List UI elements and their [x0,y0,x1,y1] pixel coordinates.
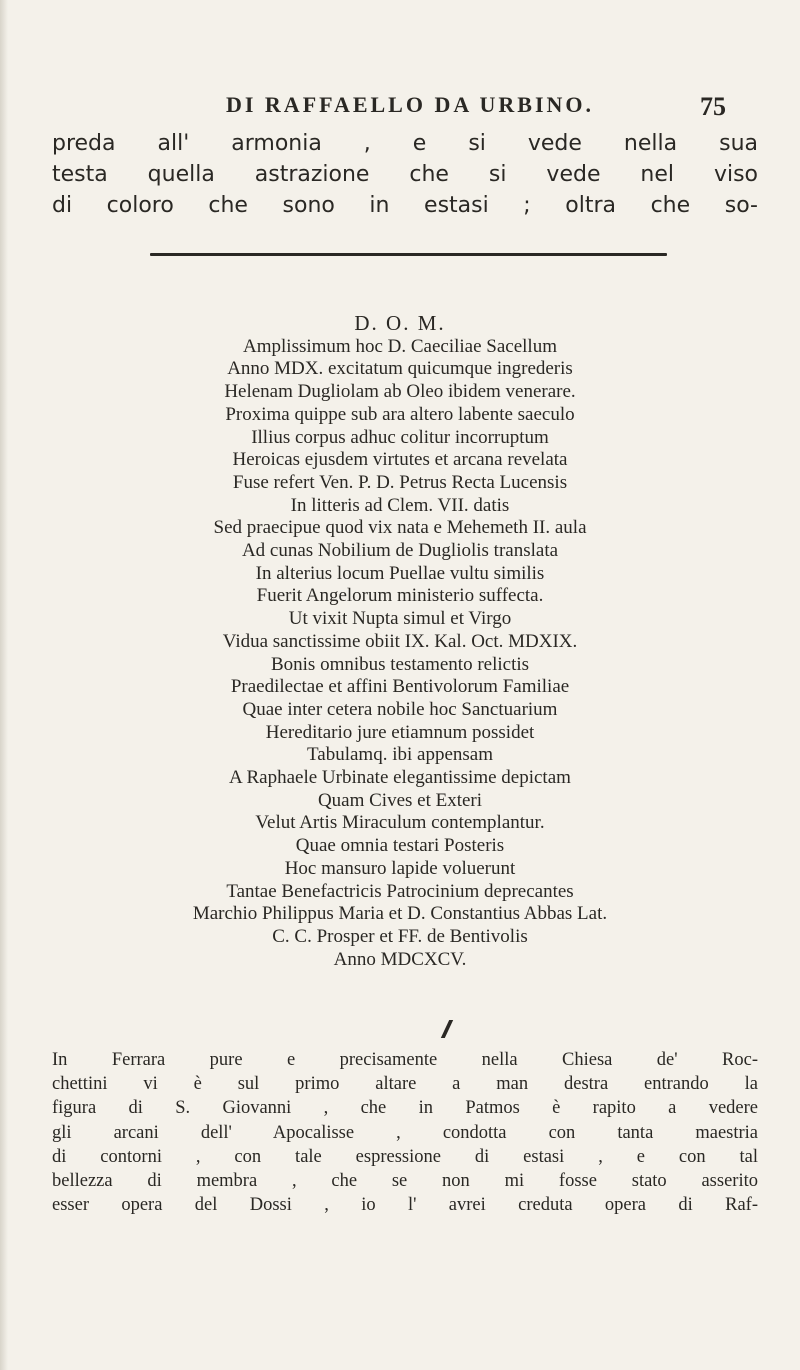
text-line: gli arcani dell' Apocalisse , condotta con tanta maestria [52,1122,758,1143]
text-line: di contorni , con tale espressione di estasi , e con tal [52,1146,758,1167]
epigraph-line: Helenam Dugliolam ab Oleo ibidem venerare. [224,381,576,403]
epigraph-line: In litteris ad Clem. VII. datis [290,494,510,516]
epigraph-line: Hoc mansuro lapide voluerunt [284,857,516,879]
page-number: 75 [700,92,726,121]
epigraph-line: C. C. Prosper et FF. de Bentivolis [272,925,528,947]
epigraph-line: Tabulamq. ibi appensam [307,744,493,766]
text-line: testa quella astrazione che si vede nel viso [52,162,758,187]
text-line: bellezza di membra , che se non mi fosse stato asserito [52,1171,758,1192]
epigraph-line: Illius corpus adhuc colitur incorruptum [251,426,549,448]
bottom-paragraph [52,1048,758,1217]
epigraph-line: Vidua sanctissime obiit IX. Kal. Oct. MDXIX. [222,630,578,652]
epigraph-line: Velut Artis Miraculum contemplantur. [255,812,545,834]
text-line: esser opera del Dossi , io l' avrei creduta opera di Raf- [52,1195,758,1216]
epigraph-line: Anno MDCXCV. [333,948,467,970]
epigraph-line: Fuse refert Ven. P. D. Petrus Recta Lucensis [232,471,568,493]
epigraph-line: Tantae Benefactricis Patrocinium deprecantes [226,880,574,902]
epigraph-line: Quae omnia testari Posteris [295,835,505,857]
epigraph-line: A Raphaele Urbinate elegantissime depictam [229,767,571,789]
latin-epigraph [40,312,760,971]
page-binding-edge [0,0,8,1370]
running-title: DI RAFFAELLO DA URBINO. [225,92,595,117]
epigraph-line: In alterius locum Puellae vultu similis [255,562,545,584]
epigraph-line: Bonis omnibus testamento relictis [270,653,530,675]
text-line: di coloro che sono in estasi ; oltra che so- [52,193,758,218]
epigraph-heading: D. O. M. [354,311,446,335]
epigraph-line: Amplissimum hoc D. Caeciliae Sacellum [243,335,557,357]
text-line: preda all' armonia , e si vede nella sua [52,131,758,156]
epigraph-line: Sed praecipue quod vix nata e Mehemeth II. aula [213,517,587,539]
section-divider [150,253,667,256]
epigraph-line: Quam Cives et Exteri [317,789,483,811]
epigraph-line: Praedilectae et affini Bentivolorum Familiae [230,676,570,698]
epigraph-line: Marchio Philippus Maria et D. Constantius Abbas Lat. [192,903,608,925]
epigraph-line: Fuerit Angelorum ministerio suffecta. [256,585,544,607]
epigraph-line: Hereditario jure etiamnum possidet [265,721,535,743]
epigraph-line: Heroicas ejusdem virtutes et arcana revelata [232,449,568,471]
epigraph-line: Quae inter cetera nobile hoc Sanctuarium [242,698,558,720]
epigraph-line: Anno MDX. excitatum quicumque ingrederis [227,358,573,380]
epigraph-line: Ad cunas Nobilium de Dugliolis translata [241,540,559,562]
printer-mark [441,1020,453,1038]
text-line: chettini vi è sul primo altare a man destra entrando la [52,1074,758,1095]
text-line: In Ferrara pure e precisamente nella Chiesa de' Roc- [52,1050,758,1070]
text-line: figura di S. Giovanni , che in Patmos è rapito a vedere [52,1098,758,1119]
top-paragraph [52,128,758,221]
epigraph-line: Proxima quippe sub ara altero labente saeculo [225,403,575,425]
epigraph-line: Ut vixit Nupta simul et Virgo [288,608,512,630]
